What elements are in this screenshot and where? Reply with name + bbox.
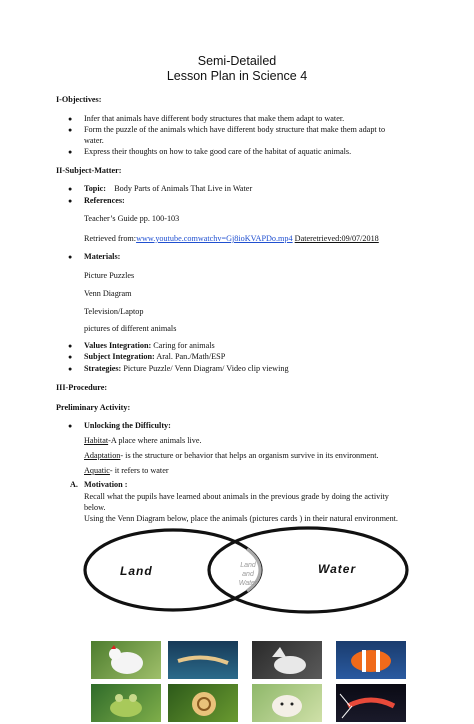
- motivation-label: Motivation :: [84, 480, 128, 489]
- bullet-icon: ●: [68, 126, 73, 134]
- bullet-icon: ●: [68, 115, 73, 123]
- bullet-icon: ●: [68, 422, 73, 430]
- material-item: Venn Diagram: [84, 289, 132, 298]
- aquatic-definition: Aquatic- it refers to water: [84, 466, 169, 475]
- bullet-icon: ●: [68, 148, 73, 156]
- retrieved-row: Retrieved from:www.youtube.comwatchv=Gj8ioKVAPDo.mp4 Dateretrieved:09/07/2018: [84, 234, 379, 243]
- motivation-text: Recall what the pupils have learned about animals in the previous grade by doing the activity: [84, 492, 389, 501]
- date-retrieved: Dateretrieved:09/07/2018: [294, 234, 379, 243]
- adaptation-definition: Adaptation- is the structure or behavior that helps an organism survive in its environment.: [84, 451, 379, 460]
- shrimp-photo: [336, 684, 406, 722]
- material-item: pictures of different animals: [84, 324, 177, 333]
- clownfish-photo: [336, 641, 406, 679]
- bullet-icon: ●: [68, 365, 73, 373]
- venn-center-label: Land and Water: [238, 562, 258, 587]
- bullet-icon: ●: [68, 185, 73, 193]
- frog-photo: [91, 684, 161, 722]
- material-item: Picture Puzzles: [84, 271, 135, 280]
- motivation-text: Using the Venn Diagram below, place the animals (pictures cards ) in their natural environment.: [84, 514, 398, 523]
- chicken-photo: [91, 641, 161, 679]
- reference-link[interactable]: www.youtube.comwatchv=Gj8ioKVAPDo.mp4: [136, 234, 293, 243]
- motivation-letter: A.: [70, 480, 78, 489]
- venn-water-label: Water: [318, 562, 357, 576]
- newt-photo: [168, 641, 238, 679]
- preliminary-activity-heading: Preliminary Activity:: [56, 403, 131, 412]
- bullet-icon: ●: [68, 253, 73, 261]
- bullet-icon: ●: [68, 197, 73, 205]
- material-item: Television/Laptop: [84, 307, 144, 316]
- subject-matter-heading: II-Subject-Matter:: [56, 166, 122, 175]
- document-title: Semi-Detailed: [197, 54, 277, 68]
- teachers-guide: Teacher’s Guide pp. 100-103: [84, 214, 180, 223]
- document-subtitle: Lesson Plan in Science 4: [166, 69, 308, 83]
- motivation-text: below.: [84, 503, 106, 512]
- objectives-heading: I-Objectives:: [56, 95, 102, 104]
- puppy-photo: [252, 684, 322, 722]
- objective-item-continued: water.: [84, 136, 104, 145]
- procedure-heading: III-Procedure:: [56, 383, 108, 392]
- habitat-definition: Habitat-A place where animals live.: [84, 436, 202, 445]
- bullet-icon: ●: [68, 353, 73, 361]
- bullet-icon: ●: [68, 342, 73, 350]
- venn-land-label: Land: [120, 564, 153, 578]
- horse-photo: [252, 641, 322, 679]
- snail-photo: [168, 684, 238, 722]
